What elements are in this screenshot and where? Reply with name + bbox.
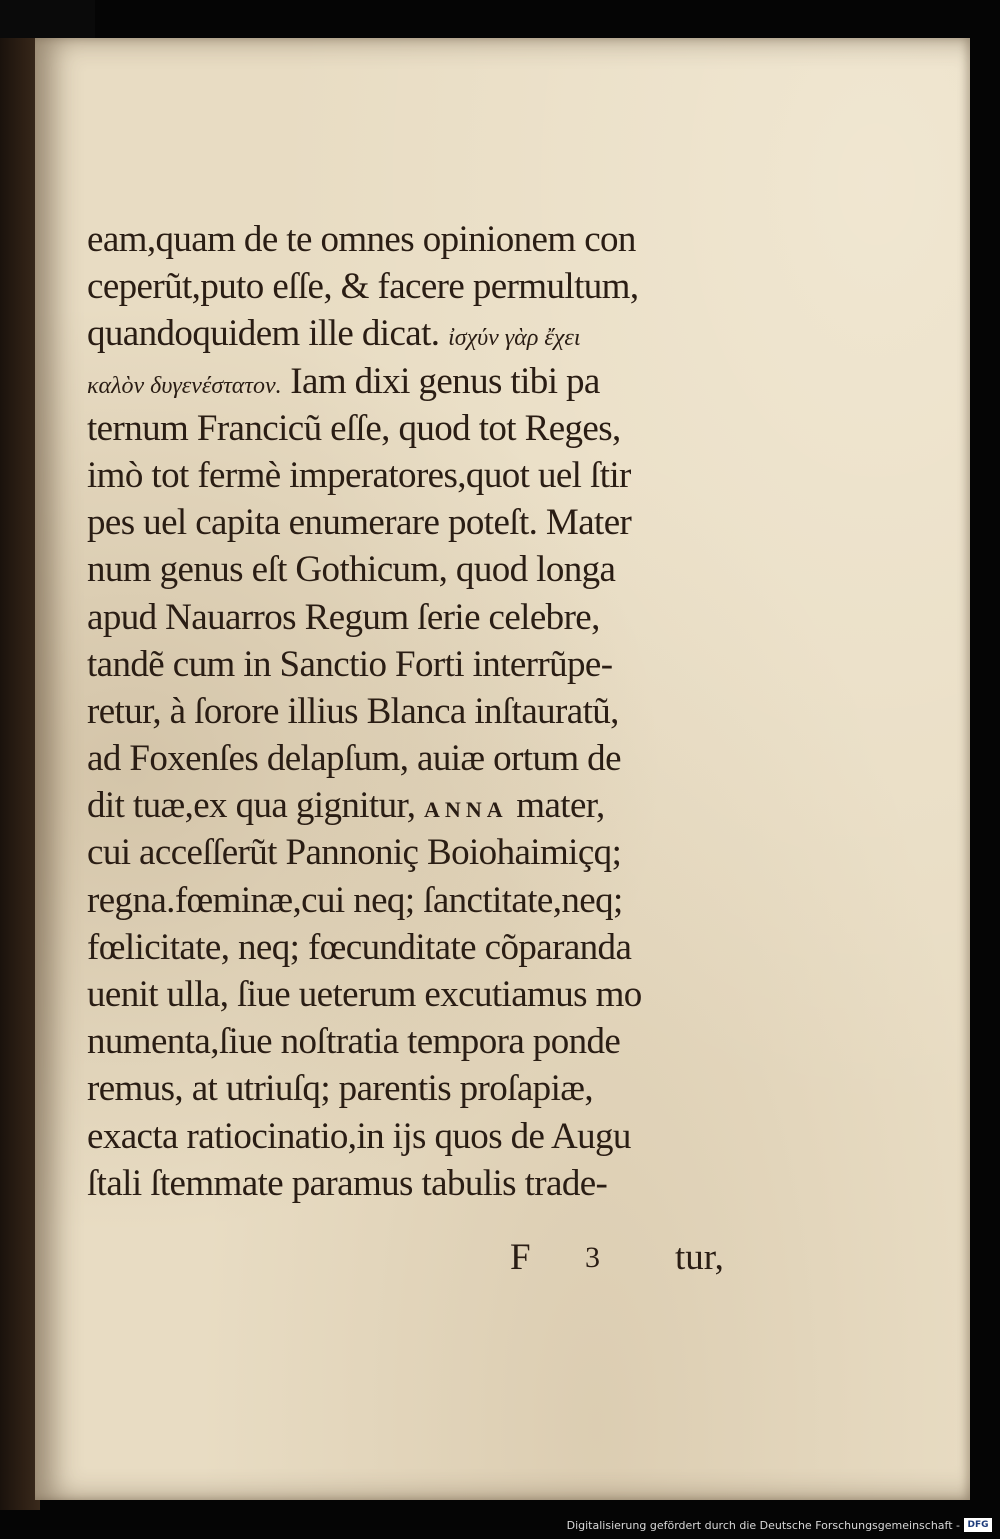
text-segment: remus, at utriuſq; parentis proſapiæ, <box>87 1068 593 1110</box>
text-segment: exacta ratiocinatio,in ijs quos de Augu <box>87 1115 631 1157</box>
text-line <box>87 782 767 829</box>
text-segment: imò tot fermè imperatores,quot uel ſtir <box>87 454 631 496</box>
text-line <box>87 310 767 357</box>
text-segment: eam,quam de te omnes opinionem con <box>87 219 636 260</box>
credit-bar <box>0 1510 1000 1539</box>
greek-text: ἰσχύν γὰρ ἔχει <box>448 325 581 352</box>
text-segment: ternum Francicũ eſſe, quod tot Reges, <box>87 407 621 449</box>
text-segment: ſtali ſtemmate paramus tabulis trade- <box>87 1162 608 1204</box>
credit-text: Digitalisierung gefördert durch die Deutsche Forschungsgemeinschaft - <box>566 1519 960 1532</box>
text-segment: apud Nauarros Regum ſerie celebre, <box>87 596 600 638</box>
text-line <box>87 924 767 971</box>
body-text <box>87 216 767 1207</box>
text-line <box>87 735 767 782</box>
dfg-logo: DFG <box>964 1518 992 1532</box>
text-segment: numenta,ſiue noſtratia tempora ponde <box>87 1021 621 1063</box>
text-line <box>87 971 767 1018</box>
text-line <box>87 594 767 641</box>
text-segment: cui acceſſerũt Pannoniç Boiohaimiçq; <box>87 832 622 874</box>
text-segment: fœlicitate, neq; fœcunditate cõparanda <box>87 926 632 968</box>
text-line <box>87 358 767 405</box>
text-segment: pes uel capita enumerare poteſt. Mater <box>87 502 632 544</box>
text-segment: ad Foxenſes delapſum, auiæ ortum de <box>87 738 621 780</box>
signature-letter: F <box>510 1237 531 1278</box>
text-line <box>87 452 767 499</box>
catchword: tur, <box>675 1237 724 1278</box>
signature-number: 3 <box>585 1241 600 1274</box>
text-line <box>87 1018 767 1065</box>
text-segment: regna.fœminæ,cui neq; ſanctitate,neq; <box>87 879 623 921</box>
book-page <box>35 38 970 1500</box>
text-line <box>87 405 767 452</box>
text-line <box>87 877 767 924</box>
text-line <box>87 1160 767 1207</box>
text-segment: num genus eſt Gothicum, quod longa <box>87 549 616 591</box>
text-line <box>87 1065 767 1112</box>
corner-mark <box>0 0 95 38</box>
text-segment: quandoquidem ille dicat. <box>87 313 449 355</box>
text-segment: retur, à ſorore illius Blanca inſtauratũ, <box>87 690 619 732</box>
text-line <box>87 829 767 876</box>
text-segment: ceperũt,puto eſſe, & facere permultum, <box>87 266 639 308</box>
text-segment: tandẽ cum in Sanctio Forti interrũpe- <box>87 643 613 685</box>
text-segment: mater, <box>507 785 605 827</box>
text-line <box>87 263 767 310</box>
text-segment: uenit ulla, ſiue ueterum excutiamus mo <box>87 974 642 1015</box>
text-line <box>87 688 767 735</box>
text-line <box>87 1113 767 1160</box>
greek-text: καλὸν δυγενέστατον. <box>87 372 282 399</box>
text-line <box>87 546 767 593</box>
page-footer-line <box>460 1234 760 1281</box>
text-line <box>87 499 767 546</box>
text-segment: Iam dixi genus tibi pa <box>281 360 600 402</box>
small-caps-name: ANNA <box>424 797 508 823</box>
text-segment: dit tuæ,ex qua gignitur, <box>87 785 425 827</box>
text-line <box>87 216 767 263</box>
text-line <box>87 641 767 688</box>
book-gutter-shadow <box>0 0 40 1510</box>
